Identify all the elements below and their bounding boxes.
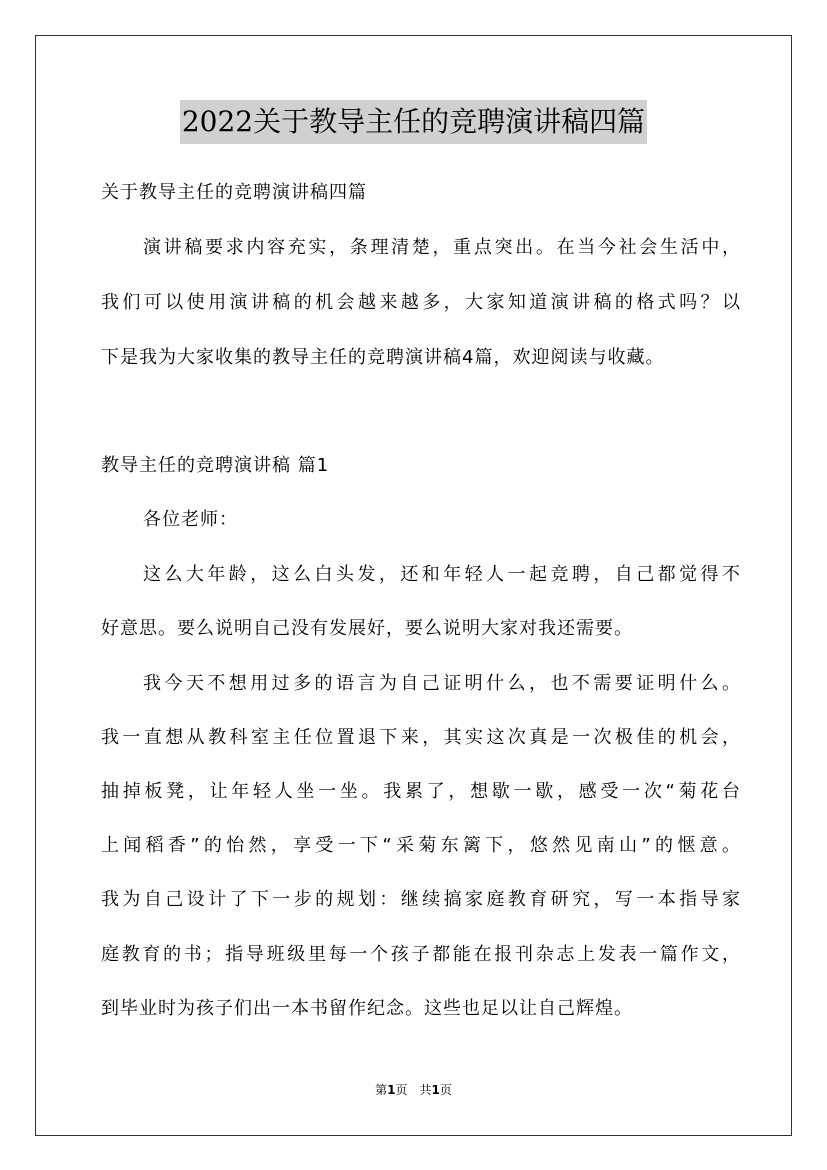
paragraph-line: 抽掉板凳，让年轻人坐一坐。我累了，想歇一歇，感受一次“菊花台 bbox=[101, 781, 741, 802]
document-title: 2022关于教导主任的竞聘演讲稿四篇 bbox=[180, 100, 647, 144]
footer-suffix: 页 bbox=[439, 1083, 452, 1097]
intro-line: 演讲稿要求内容充实，条理清楚，重点突出。在当今社会生活中， bbox=[143, 237, 741, 258]
paragraph-line: 好意思。要么说明自己没有发展好，要么说明大家对我还需要。 bbox=[101, 618, 633, 639]
footer-page-total: 1 bbox=[431, 1083, 440, 1097]
greeting: 各位老师： bbox=[143, 509, 238, 530]
paragraph-line: 我一直想从教科室主任位置退下来，其实这次真是一次极佳的机会， bbox=[101, 727, 741, 748]
paragraph-line: 上闻稻香”的怡然，享受一下“采菊东篱下，悠然见南山”的惬意。 bbox=[101, 835, 741, 856]
footer-prefix: 第 bbox=[375, 1083, 388, 1097]
document-subtitle: 关于教导主任的竞聘演讲稿四篇 bbox=[101, 182, 367, 203]
intro-line: 下是我为大家收集的教导主任的竞聘演讲稿4篇，欢迎阅读与收藏。 bbox=[101, 347, 665, 368]
page-footer bbox=[0, 1082, 827, 1098]
footer-mid: 页 共 bbox=[395, 1083, 432, 1097]
intro-line: 我们可以使用演讲稿的机会越来越多，大家知道演讲稿的格式吗？以 bbox=[101, 292, 741, 313]
paragraph-line: 我今天不想用过多的语言为自己证明什么，也不需要证明什么。 bbox=[143, 673, 741, 694]
title-wrapper bbox=[0, 100, 827, 144]
paragraph-line: 到毕业时为孩子们出一本书留作纪念。这些也足以让自己辉煌。 bbox=[101, 998, 633, 1019]
paragraph-line: 庭教育的书；指导班级里每一个孩子都能在报刊杂志上发表一篇作文， bbox=[101, 944, 741, 965]
section-heading: 教导主任的竞聘演讲稿 篇1 bbox=[101, 455, 330, 476]
footer-page-number: 1 bbox=[387, 1083, 396, 1097]
paragraph-line: 这么大年龄，这么白头发，还和年轻人一起竞聘，自己都觉得不 bbox=[143, 564, 741, 585]
paragraph-line: 我为自己设计了下一步的规划：继续搞家庭教育研究，写一本指导家 bbox=[101, 889, 741, 910]
